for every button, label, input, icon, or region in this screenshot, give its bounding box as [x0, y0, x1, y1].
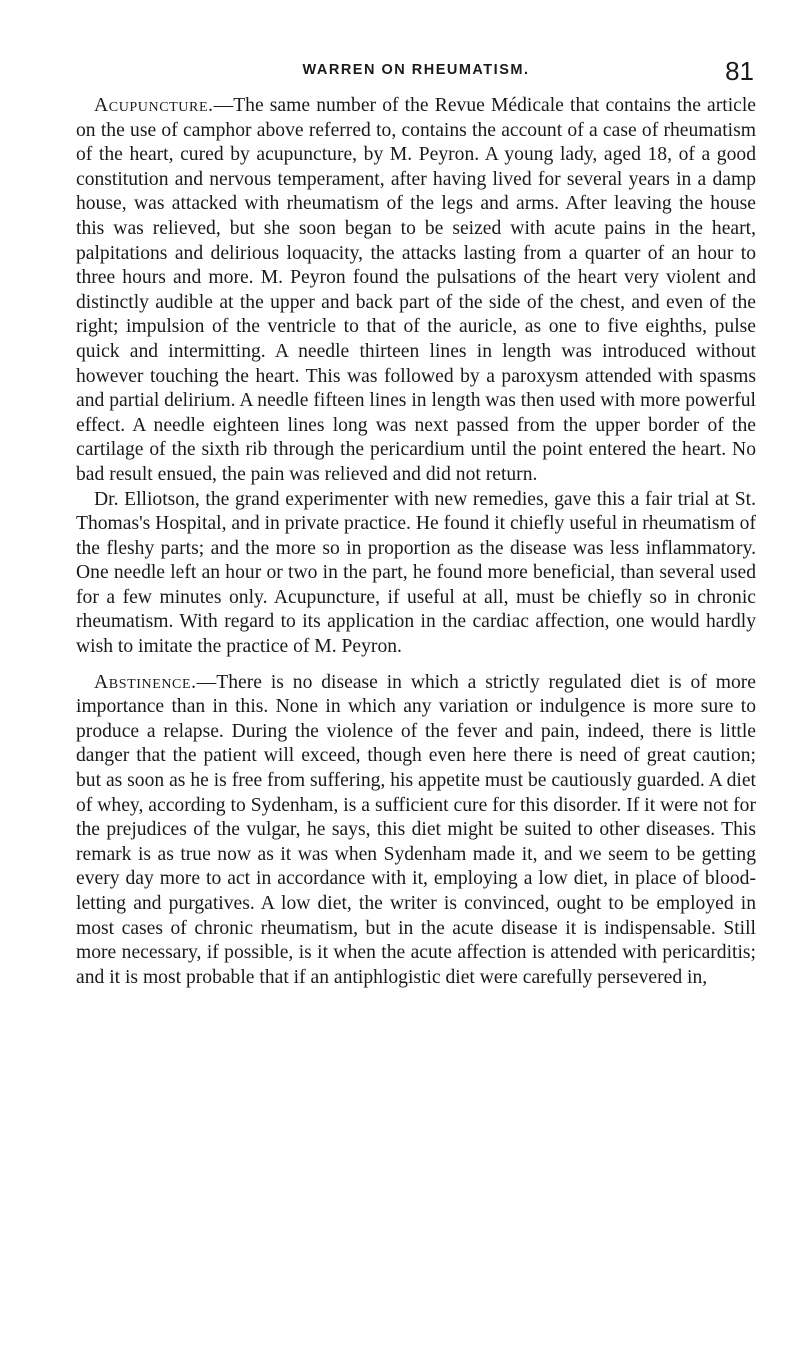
- running-header: [76, 58, 756, 88]
- paragraph-abstinence: [76, 671, 756, 991]
- document-page: [76, 58, 756, 990]
- paragraph-elliotson: Dr. Elliotson, the grand experimenter with new remedies, gave this a fair trial at St. Thomas's Hospital, and in private practice. He found it chiefly useful in rheumatism of the fleshy parts; and the more so in proportion as the disease was less inflammatory. One needle left an hour or two in the part, he found more beneficial, than several used for a few minutes only. Acupuncture, if useful at all, must be chiefly so in chronic rheumatism. With regard to its application in the cardiac affection, one would hardly wish to imitate the practice of M. Peyron.: [76, 488, 756, 658]
- paragraph-acupuncture: [76, 94, 756, 488]
- paragraph-text: —There is no disease in which a strictly regulated diet is of more importance than in this. None in which any variation or indulgence is more sure to produce a relapse. During the violence of the fever and pain, indeed, there is little danger that the patient will exceed, though even here there is need of great caution; but as soon as he is free from suffering, his appetite must be cautiously guarded. A diet of whey, according to Sydenham, is a sufficient cure for this disorder. If it were not for the prejudices of the vulgar, he says, this diet might be suited to other diseases. This remark is as true now as it was when Sydenham made it, and we seem to be getting every day more to act in accordance with it, employing a low diet, in place of blood-letting and purgatives. A low diet, the writer is convinced, ought to be employed in most cases of chronic rheumatism, but in the acute disease it is indispensable. Still more necessary, if possible, is it when the acute affection is attended with pericarditis; and it is most probable that if an antiphlogistic diet were carefully persevered in,: [76, 671, 756, 988]
- page-number: 81: [725, 56, 754, 86]
- section-heading-acupuncture: Acupuncture.: [94, 95, 214, 116]
- section-heading-abstinence: Abstinence.: [94, 671, 197, 693]
- paragraph-text: —The same number of the Revue Médicale that contains the article on the use of camphor above referred to, contains the account of a case of rheumatism of the heart, cured by acupuncture, by M. Peyron. A young lady, aged 18, of a good constitution and nervous temperament, after having lived for several years in a damp house, was attacked with rheumatism of the legs and arms. After leaving the house this was relieved, but she soon began to be seized with acute pains in the heart, palpitations and delirious loquacity, the attacks lasting from a quarter of an hour to three hours and more. M. Peyron found the pulsations of the heart very violent and distinctly audible at the upper and back part of the side of the chest, and even of the right; impulsion of the ventricle to that of the auricle, as one to five eighths, pulse quick and intermitting. A needle thirteen lines in length was introduced without however touching the heart. This was followed by a paroxysm attended with spasms and partial delirium. A needle fifteen lines in length was then used with more powerful effect. A needle eighteen lines long was next passed from the upper border of the cartilage of the sixth rib through the pericardium until the point entered the heart. No bad result ensued, the pain was relieved and did not return.: [76, 95, 756, 485]
- running-title: WARREN ON RHEUMATISM.: [302, 62, 530, 78]
